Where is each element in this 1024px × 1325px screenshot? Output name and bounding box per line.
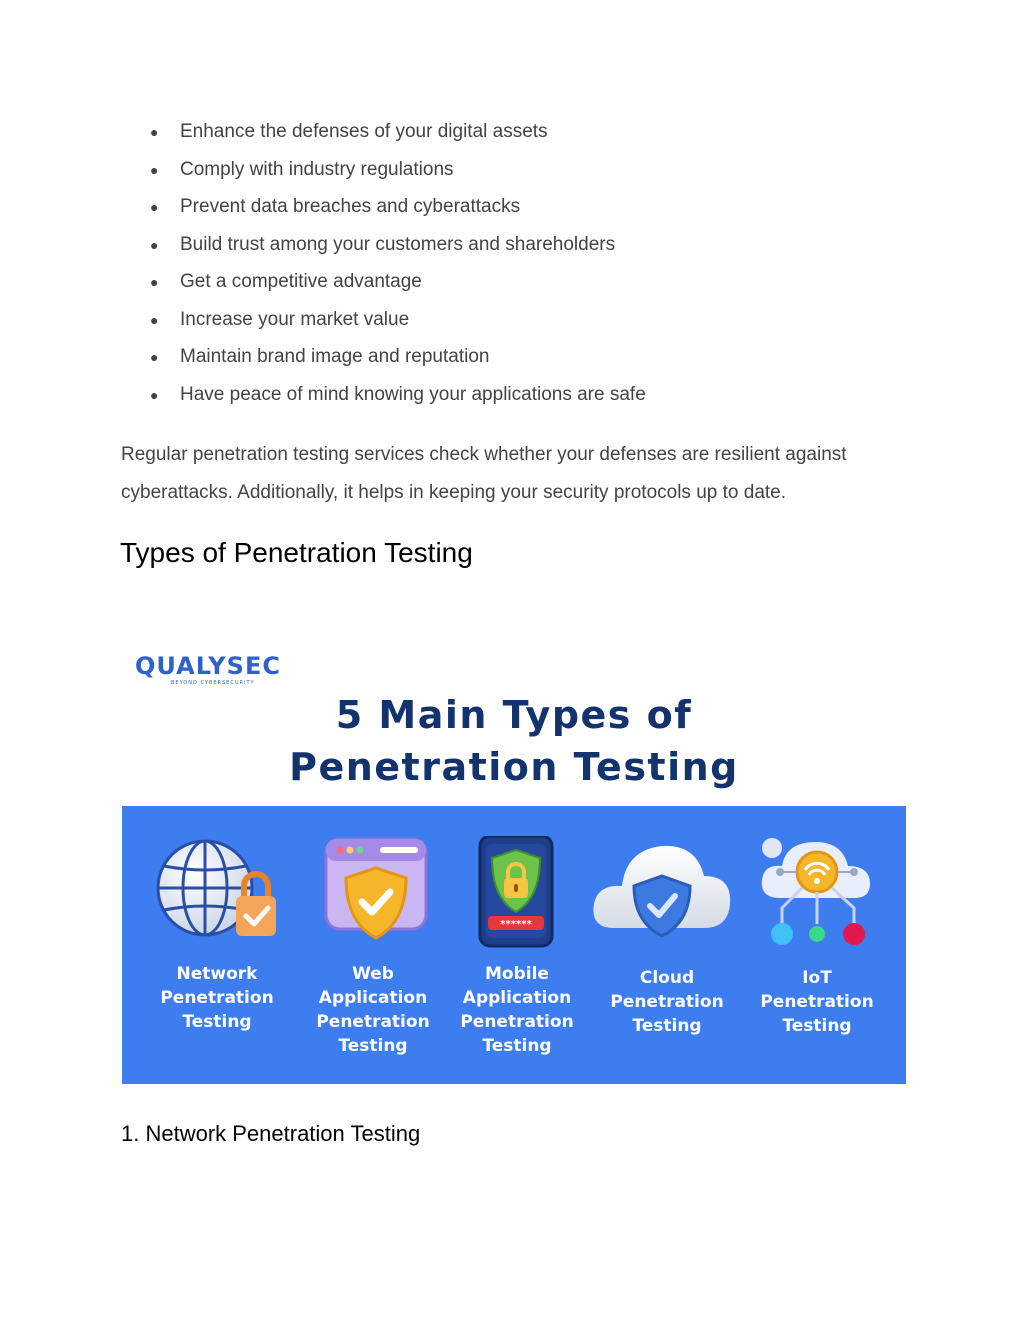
list-item-text: Have peace of mind knowing your applications are safe [180,383,646,405]
list-item [150,118,646,156]
card-mobile-application [442,806,592,1084]
list-item-text: Enhance the defenses of your digital assets [180,121,548,142]
svg-text:******: ****** [500,919,532,930]
qualysec-logo [135,653,285,693]
list-item [150,343,646,381]
penetration-testing-infographic [121,633,907,1085]
card-iot [742,806,892,1084]
card-web-application [298,806,448,1084]
body-paragraph: Regular penetration testing services check whether your defenses are resilient against cyberattacks. Additionally, it helps in keeping your security protocols up to date. [121,444,847,503]
list-item-text: Get a competitive advantage [180,271,422,292]
bullet-icon: ● [150,199,159,215]
list-item-text: Increase your market value [180,308,410,330]
card-label: Mobile Application Penetration Testing [460,964,574,1056]
types-panel [122,806,906,1084]
card-label: Web Application Penetration Testing [316,964,430,1056]
bullet-icon: ● [150,124,159,140]
bullet-icon: ● [150,386,159,403]
infographic-title-line1: 5 Main Types of [335,693,693,737]
list-item-text: Comply with industry regulations [180,158,454,180]
infographic-title-line2: Penetration Testing [289,745,739,789]
card-cloud [592,806,742,1084]
benefits-list [150,118,646,418]
card-label: Cloud Penetration Testing [610,968,724,1036]
list-item [150,231,646,269]
list-item-text: Build trust among your customers and shareholders [180,233,616,255]
list-item [150,156,646,194]
logo-tagline: BEYOND CYBERSECURITY [171,680,255,686]
bullet-icon: ● [150,161,159,178]
list-item [150,193,646,231]
logo-text: QUALYSEC [135,652,281,680]
list-item-text: Maintain brand image and reputation [180,346,490,367]
card-label: Network Penetration Testing [160,964,274,1032]
bullet-icon: ● [150,311,159,328]
bullet-icon: ● [150,349,159,365]
bullet-icon: ● [150,236,159,253]
mobile-lock-icon [442,836,592,951]
list-item [150,381,646,419]
list-item [150,306,646,344]
globe-lock-icon [142,836,292,951]
section-heading: Types of Penetration Testing [120,537,473,568]
bullet-icon: ● [150,274,159,290]
infographic-title [121,689,907,793]
subsection-heading: 1. Network Penetration Testing [121,1121,421,1146]
card-label: IoT Penetration Testing [760,968,874,1036]
list-item [150,268,646,306]
card-network [142,806,292,1084]
cloud-shield-icon [592,836,742,951]
web-shield-icon [298,836,448,951]
iot-network-icon [742,836,892,951]
list-item-text: Prevent data breaches and cyberattacks [180,196,521,217]
